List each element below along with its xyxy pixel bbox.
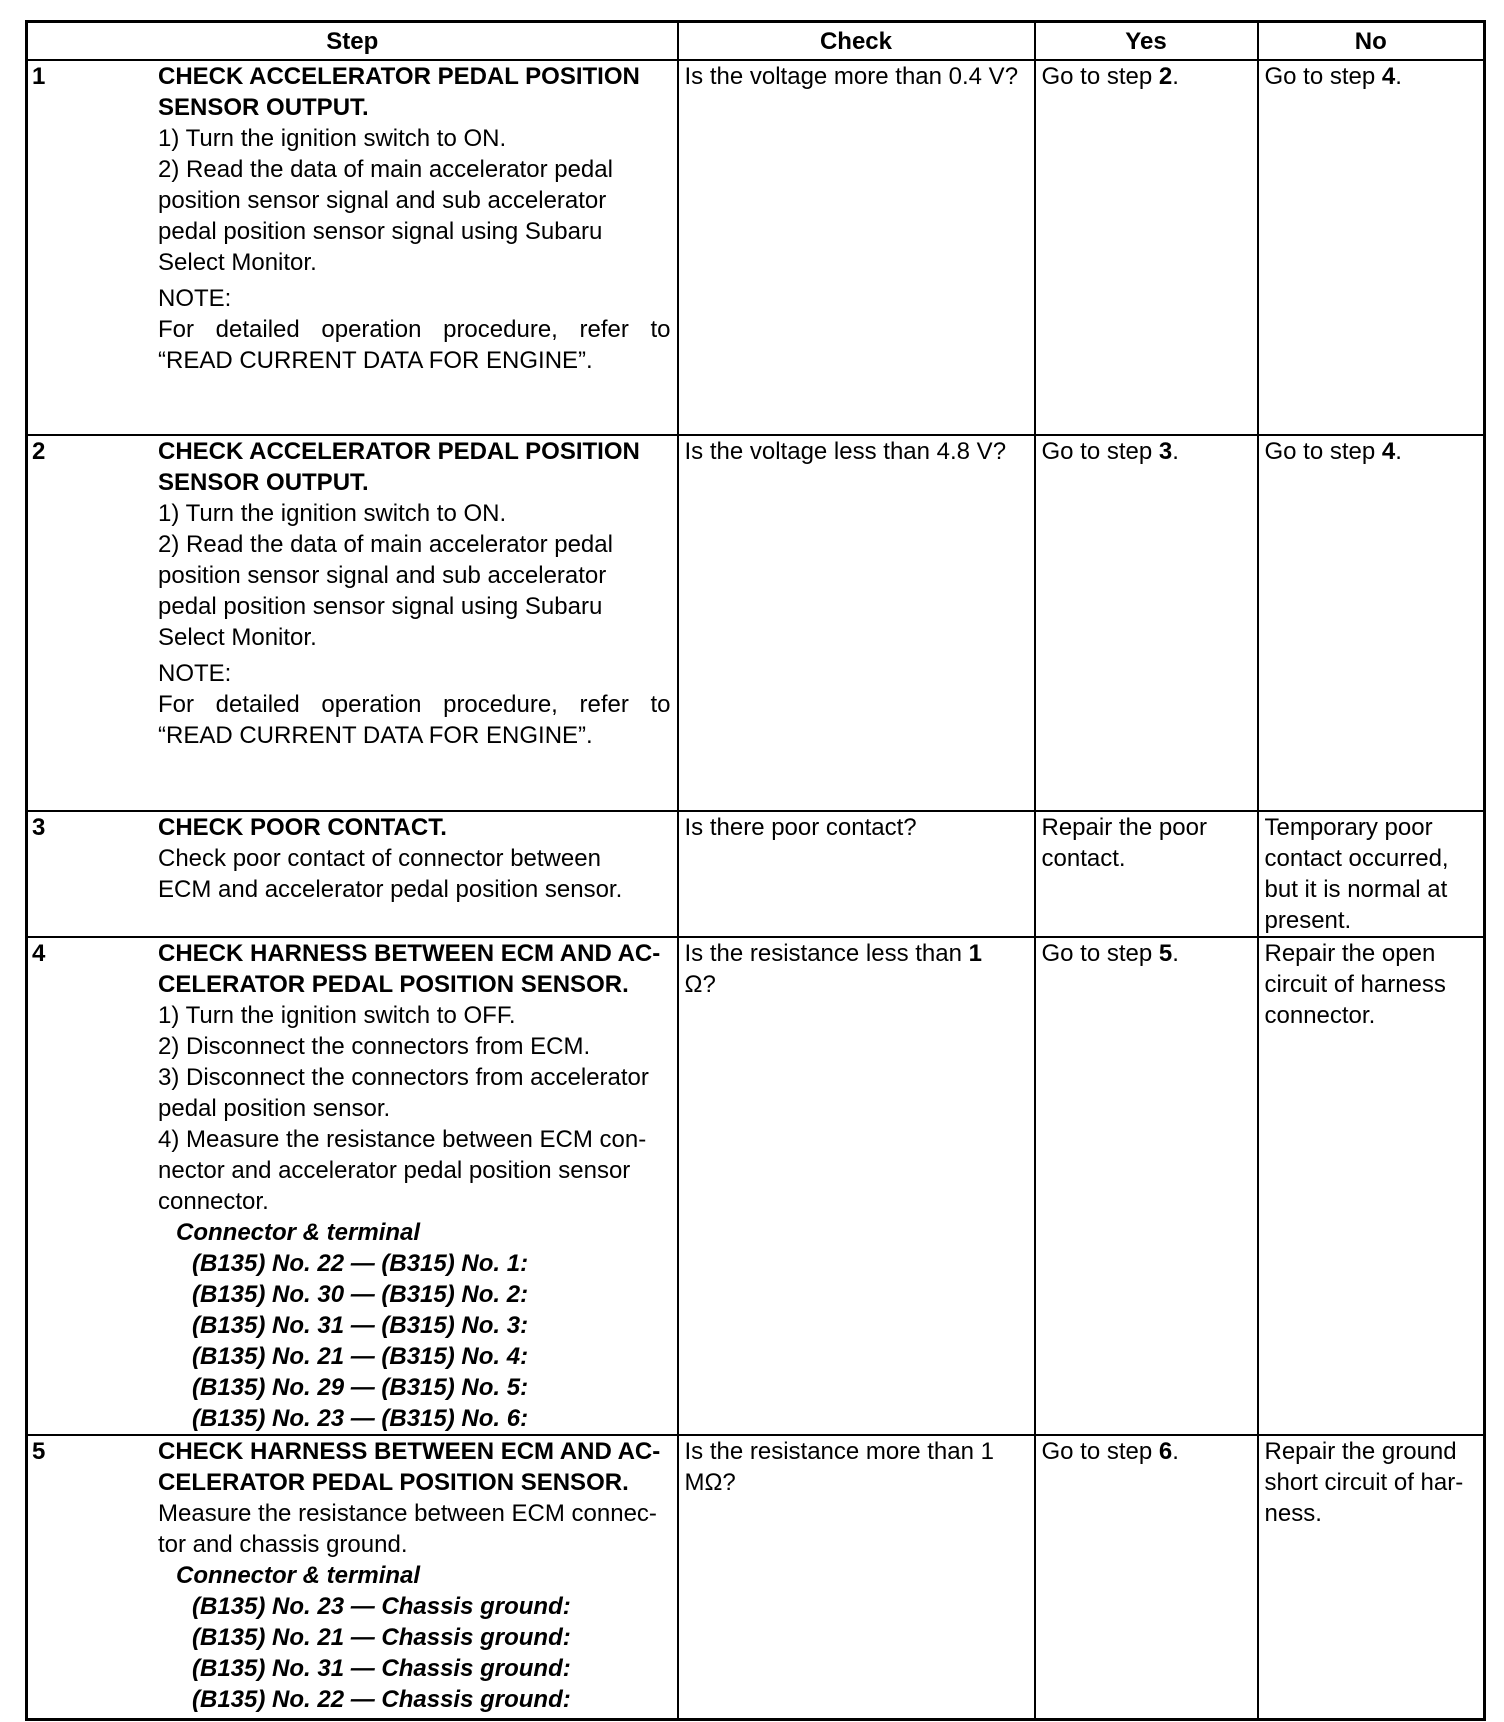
yes-cell [1035,937,1258,1435]
step-number: 3 [32,814,46,841]
step-title-line: CELERATOR PEDAL POSITION SENSOR. [158,1469,629,1496]
step-title-line: CHECK POOR CONTACT. [158,814,447,841]
connector-terminal-line: (B135) No. 21 — Chassis ground: [192,1624,571,1651]
step-text-line: ECM and accelerator pedal position sensor. [158,876,623,903]
yes-text: Repair the poor [1041,814,1207,841]
check-cell [678,811,1035,937]
step-text-line: 2) Disconnect the connectors from ECM. [158,1033,591,1060]
step-text-line: nector and accelerator pedal position sensor [158,1157,631,1184]
step-row-1 [27,60,1485,435]
connector-terminal-line: (B135) No. 31 — Chassis ground: [192,1655,571,1682]
yes-text: contact. [1041,845,1126,872]
connector-terminal-line: (B135) No. 31 — (B315) No. 3: [192,1312,529,1339]
yes-text: Go to step [1041,1438,1159,1465]
step-title-line: CHECK HARNESS BETWEEN ECM AND AC- [158,1438,661,1465]
step-title-line: CELERATOR PEDAL POSITION SENSOR. [158,971,629,998]
header-no: No [1258,22,1485,61]
check-text: Ω? [684,971,716,998]
step-text-line: position sensor signal and sub accelerator [158,562,607,589]
step-number: 1 [32,63,46,90]
note-label: NOTE: [158,285,232,312]
connector-terminal-line: (B135) No. 23 — Chassis ground: [192,1593,571,1620]
step-text-line: Select Monitor. [158,249,317,276]
no-text: Go to step [1264,438,1382,465]
no-text: Repair the ground [1264,1438,1457,1465]
check-cell [678,1435,1035,1719]
connector-terminal-line: (B135) No. 21 — (B315) No. 4: [192,1343,529,1370]
step-title-line: CHECK ACCELERATOR PEDAL POSITION [158,63,640,90]
no-text: Repair the open [1264,940,1436,967]
yes-step-link[interactable]: 6 [1158,1438,1173,1465]
step-text-line: pedal position sensor signal using Subaru [158,218,603,245]
check-text: Is the voltage more than 0.4 V? [684,63,1019,90]
yes-step-link[interactable]: 5 [1158,940,1173,967]
no-cell [1258,811,1485,937]
no-text: ness. [1264,1500,1322,1527]
header-row [27,22,1485,61]
connector-terminal-line: (B135) No. 30 — (B315) No. 2: [192,1281,529,1308]
yes-text: Go to step [1041,63,1159,90]
step-body [158,61,671,376]
header-step: Step [27,22,678,61]
no-text: Go to step [1264,63,1382,90]
step-cell [27,60,678,435]
yes-suffix: . [1172,1438,1179,1465]
step-number: 5 [32,1438,46,1465]
no-text: Temporary poor [1264,814,1433,841]
note-text: For detailed operation procedure, refer to “READ CURRENT DATA FOR ENGINE”. [158,691,671,749]
connector-terminal-line: (B135) No. 29 — (B315) No. 5: [192,1374,529,1401]
no-cell [1258,1435,1485,1719]
step-body [158,938,671,1434]
step-row-5 [27,1435,1485,1719]
yes-text: Go to step [1041,940,1159,967]
step-row-3 [27,811,1485,937]
check-cell [678,435,1035,811]
step-cell [27,937,678,1435]
step-title-line: CHECK ACCELERATOR PEDAL POSITION [158,438,640,465]
diagnostic-procedure-table [25,20,1486,1721]
step-text-line: 1) Turn the ignition switch to OFF. [158,1002,516,1029]
step-text-line: 2) Read the data of main accelerator pedal [158,156,613,183]
header-yes: Yes [1035,22,1258,61]
step-text-line: 4) Measure the resistance between ECM con- [158,1126,647,1153]
step-cell [27,811,678,937]
yes-cell [1035,435,1258,811]
step-text-line: 2) Read the data of main accelerator pedal [158,531,613,558]
check-text [685,938,1028,969]
step-text-line: position sensor signal and sub accelerator [158,187,607,214]
step-row-2 [27,435,1485,811]
connector-terminal-line: (B135) No. 23 — (B315) No. 6: [192,1405,529,1432]
step-title-line: SENSOR OUTPUT. [158,94,369,121]
step-text-line: 3) Disconnect the connectors from accelerator [158,1064,649,1091]
step-number: 2 [32,438,46,465]
step-body [158,436,671,751]
check-text: Is the resistance more than 1 [684,1438,994,1465]
no-text: contact occurred, [1264,845,1449,872]
check-text: MΩ? [684,1469,736,1496]
yes-suffix: . [1172,438,1179,465]
no-cell [1258,60,1485,435]
step-number: 4 [32,940,46,967]
step-text-line: Select Monitor. [158,624,317,651]
step-text-line: 1) Turn the ignition switch to ON. [158,500,507,527]
no-text: short circuit of har- [1264,1469,1464,1496]
yes-step-link[interactable]: 3 [1158,438,1173,465]
step-text-line: Measure the resistance between ECM connec- [158,1500,657,1527]
note-text: For detailed operation procedure, refer to “READ CURRENT DATA FOR ENGINE”. [158,316,671,374]
step-cell [27,435,678,811]
yes-cell [1035,1435,1258,1719]
no-suffix: . [1395,438,1402,465]
yes-suffix: . [1172,940,1179,967]
check-cell [678,937,1035,1435]
step-row-4 [27,937,1485,1435]
step-body [158,812,671,905]
step-title-line: SENSOR OUTPUT. [158,469,369,496]
check-text: Is there poor contact? [684,814,917,841]
no-text: present. [1264,907,1352,934]
yes-cell [1035,811,1258,937]
no-cell [1258,435,1485,811]
no-step-link[interactable]: 4 [1381,63,1396,90]
step-text-line: 1) Turn the ignition switch to ON. [158,125,507,152]
connector-terminal-heading: Connector & terminal [176,1562,421,1589]
no-cell [1258,937,1485,1435]
yes-text: Go to step [1041,438,1159,465]
check-text: Is the voltage less than 4.8 V? [684,438,1007,465]
yes-suffix: . [1172,63,1179,90]
step-text-line: pedal position sensor. [158,1095,391,1122]
step-text-line: tor and chassis ground. [158,1531,408,1558]
step-text-line: Check poor contact of connector between [158,845,601,872]
no-suffix: . [1395,63,1402,90]
step-text-line: pedal position sensor signal using Subaru [158,593,603,620]
step-text-line: connector. [158,1188,269,1215]
yes-step-link[interactable]: 2 [1158,63,1173,90]
no-text: but it is normal at [1264,876,1448,903]
yes-cell [1035,60,1258,435]
step-body [158,1436,671,1715]
no-step-link[interactable]: 4 [1381,438,1396,465]
connector-terminal-line: (B135) No. 22 — (B315) No. 1: [192,1250,529,1277]
no-text: circuit of harness [1264,971,1446,998]
check-value: 1 [968,940,983,967]
note-label: NOTE: [158,660,232,687]
check-text-part: Is the resistance less than [684,940,969,967]
connector-terminal-line: (B135) No. 22 — Chassis ground: [192,1686,571,1713]
header-check: Check [678,22,1035,61]
no-text: connector. [1264,1002,1376,1029]
step-cell [27,1435,678,1719]
connector-terminal-heading: Connector & terminal [176,1219,421,1246]
check-cell [678,60,1035,435]
step-title-line: CHECK HARNESS BETWEEN ECM AND AC- [158,940,661,967]
